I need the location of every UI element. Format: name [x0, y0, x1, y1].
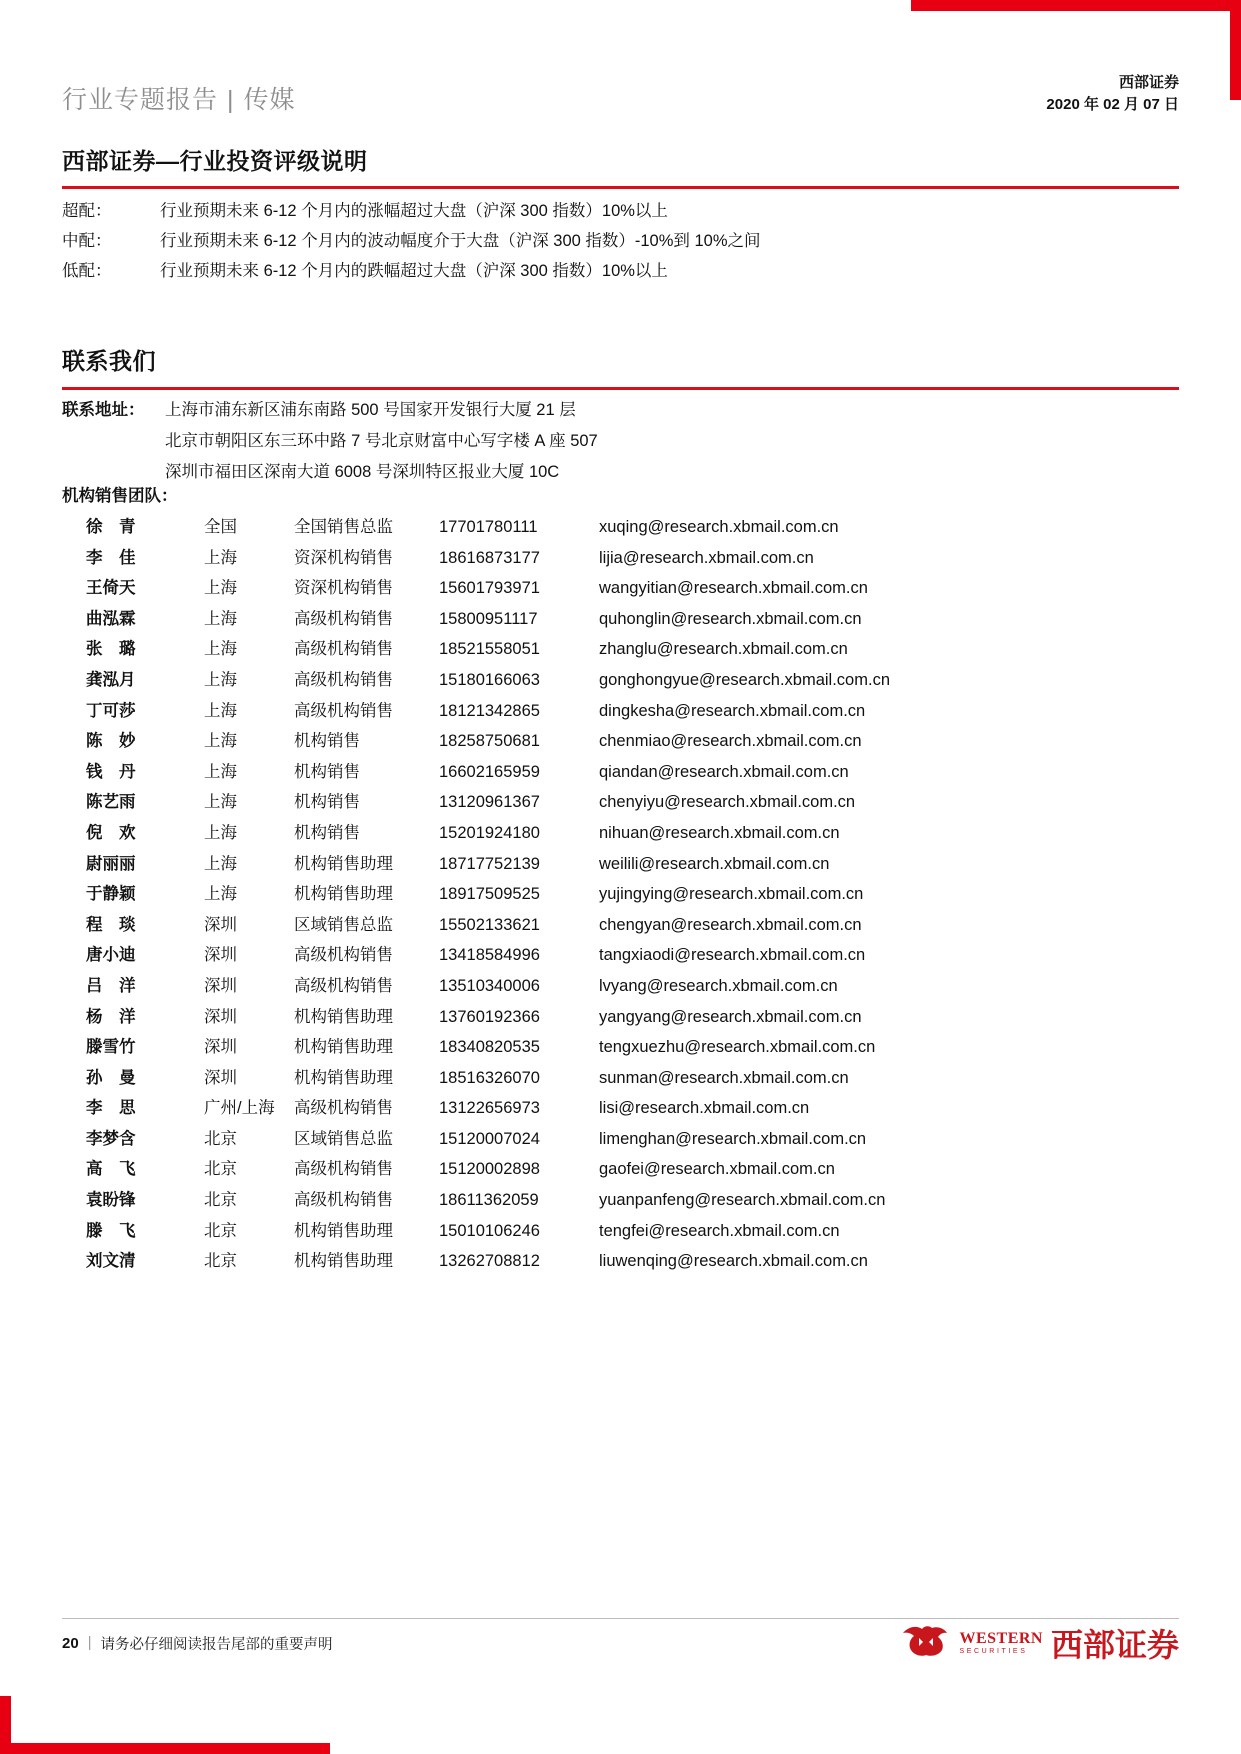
member-city: 深圳 — [204, 1007, 237, 1026]
member-role: 机构销售助理 — [294, 854, 393, 873]
table-row — [62, 543, 890, 574]
member-phone: 13418584996 — [439, 946, 540, 965]
member-name: 杨 洋 — [86, 1007, 136, 1026]
table-row — [62, 1154, 890, 1185]
header-meta — [1046, 72, 1179, 116]
table-row — [62, 910, 890, 941]
member-city: 上海 — [204, 609, 237, 628]
page-number: 20 — [62, 1634, 79, 1652]
table-row — [62, 665, 890, 696]
member-phone: 17701780111 — [439, 518, 538, 536]
footer-disclaimer: 请务必仔细阅读报告尾部的重要声明 — [100, 1636, 333, 1653]
member-name: 程 琰 — [86, 915, 136, 934]
member-phone: 18917509525 — [439, 885, 540, 904]
member-phone: 15010106246 — [439, 1221, 540, 1240]
table-row — [62, 1246, 890, 1277]
member-role: 高级机构销售 — [294, 670, 393, 689]
member-role: 高级机构销售 — [294, 701, 393, 720]
logo-en-line2: SECURITIES — [959, 1647, 1028, 1655]
member-email[interactable]: chengyan@research.xbmail.com.cn — [599, 915, 862, 934]
table-row — [62, 1002, 890, 1033]
member-name: 袁盼锋 — [86, 1191, 136, 1210]
member-email[interactable]: sunman@research.xbmail.com.cn — [599, 1068, 849, 1087]
member-role: 机构销售助理 — [294, 1221, 393, 1240]
member-phone: 13122656973 — [439, 1099, 540, 1118]
table-row — [62, 1032, 890, 1063]
rating-description: 行业预期未来 6-12 个月内的波动幅度介于大盘（沪深 300 指数）-10%到 10%之间 — [160, 232, 761, 250]
member-city: 上海 — [204, 548, 237, 567]
member-name: 李梦含 — [86, 1129, 136, 1148]
member-name: 龚泓月 — [86, 670, 136, 689]
table-row — [62, 1063, 890, 1094]
member-role: 区域销售总监 — [294, 1129, 393, 1148]
member-email[interactable]: xuqing@research.xbmail.com.cn — [599, 518, 839, 536]
table-row — [62, 634, 890, 665]
member-role: 资深机构销售 — [294, 548, 393, 567]
member-name: 唐小迪 — [86, 946, 136, 965]
member-email[interactable]: dingkesha@research.xbmail.com.cn — [599, 701, 866, 720]
member-city: 上海 — [204, 885, 237, 904]
member-phone: 18258750681 — [439, 732, 540, 751]
member-email[interactable]: wangyitian@research.xbmail.com.cn — [599, 579, 868, 598]
member-name: 刘文清 — [86, 1252, 136, 1271]
member-name: 徐 青 — [86, 518, 136, 536]
member-name: 丁可莎 — [86, 701, 136, 720]
member-email[interactable]: liuwenqing@research.xbmail.com.cn — [599, 1252, 868, 1271]
member-role: 高级机构销售 — [294, 1099, 393, 1118]
member-phone: 15120007024 — [439, 1129, 540, 1148]
member-role: 高级机构销售 — [294, 946, 393, 965]
address-label: 联系地址： — [62, 401, 145, 419]
member-phone: 18611362059 — [439, 1191, 539, 1210]
member-email[interactable]: weilili@research.xbmail.com.cn — [599, 854, 830, 873]
rating-list — [62, 196, 1179, 286]
contact-section-title: 联系我们 — [62, 348, 156, 374]
member-role: 高级机构销售 — [294, 1191, 393, 1210]
member-role: 区域销售总监 — [294, 915, 393, 934]
logo-chinese-text: 西部证券 — [1050, 1626, 1179, 1664]
member-phone: 18616873177 — [439, 548, 540, 567]
table-row — [62, 696, 890, 727]
member-name: 李 佳 — [86, 548, 136, 567]
table-row — [62, 787, 890, 818]
table-row — [62, 879, 890, 910]
member-phone: 18121342865 — [439, 701, 540, 720]
member-role: 高级机构销售 — [294, 1160, 393, 1179]
member-city: 北京 — [204, 1129, 237, 1148]
member-role: 机构销售助理 — [294, 1068, 393, 1087]
logo-en-line1: WESTERN — [959, 1629, 1043, 1647]
member-city: 上海 — [204, 793, 237, 812]
member-email[interactable]: limenghan@research.xbmail.com.cn — [599, 1129, 867, 1148]
member-phone: 15120002898 — [439, 1160, 540, 1179]
member-city: 深圳 — [204, 915, 237, 934]
member-email[interactable]: tengxuezhu@research.xbmail.com.cn — [599, 1038, 876, 1057]
member-role: 机构销售 — [294, 793, 360, 812]
address-row — [62, 395, 1179, 426]
member-role: 机构销售助理 — [294, 1007, 393, 1026]
member-name: 孙 曼 — [86, 1068, 136, 1087]
company-logo — [899, 1620, 1179, 1666]
table-row — [62, 1124, 890, 1155]
member-phone: 13120961367 — [439, 793, 540, 812]
member-role: 高级机构销售 — [294, 640, 393, 659]
member-email[interactable]: chenyiyu@research.xbmail.com.cn — [599, 793, 856, 812]
member-phone: 15180166063 — [439, 670, 540, 689]
member-email[interactable]: nihuan@research.xbmail.com.cn — [599, 823, 840, 842]
member-city: 北京 — [204, 1252, 237, 1271]
member-city: 深圳 — [204, 1038, 237, 1057]
sales-team-table — [62, 512, 890, 1277]
table-row — [62, 1185, 890, 1216]
member-phone: 13760192366 — [439, 1007, 540, 1026]
member-name: 王倚天 — [86, 579, 136, 598]
member-city: 北京 — [204, 1191, 237, 1210]
address-value: 深圳市福田区深南大道 6008 号深圳特区报业大厦 10C — [165, 463, 560, 481]
rating-description: 行业预期未来 6-12 个月内的跌幅超过大盘（沪深 300 指数）10%以上 — [160, 262, 668, 280]
rating-label: 低配： — [62, 262, 112, 280]
report-breadcrumb — [62, 80, 296, 116]
member-city: 北京 — [204, 1221, 237, 1240]
member-email[interactable]: yujingying@research.xbmail.com.cn — [599, 885, 864, 904]
table-row — [62, 757, 890, 788]
bull-icon — [899, 1624, 951, 1663]
table-row — [62, 940, 890, 971]
table-row — [62, 512, 890, 543]
table-row — [62, 1216, 890, 1247]
report-date: 2020 年 02 月 07 日 — [1046, 95, 1179, 113]
member-name: 于静颖 — [86, 885, 136, 904]
member-phone: 13510340006 — [439, 976, 540, 995]
logo-english-text — [959, 1631, 1043, 1655]
member-name: 吕 洋 — [86, 976, 136, 995]
table-row — [62, 604, 890, 635]
rating-label: 超配： — [62, 202, 112, 220]
member-phone: 16602165959 — [439, 762, 540, 781]
member-name: 滕雪竹 — [86, 1038, 136, 1057]
member-role: 资深机构销售 — [294, 579, 393, 598]
member-city: 上海 — [204, 579, 237, 598]
member-city: 上海 — [204, 732, 237, 751]
member-city: 上海 — [204, 701, 237, 720]
member-email[interactable]: lisi@research.xbmail.com.cn — [599, 1099, 810, 1118]
member-phone: 15800951117 — [439, 609, 538, 628]
member-role: 机构销售 — [294, 732, 360, 751]
page-footer — [62, 1620, 1179, 1666]
member-city: 北京 — [204, 1160, 237, 1179]
member-role: 机构销售 — [294, 823, 360, 842]
brand-name: 西部证券 — [1118, 74, 1179, 91]
member-name: 陈艺雨 — [86, 793, 136, 812]
member-city: 上海 — [204, 670, 237, 689]
member-email[interactable]: tangxiaodi@research.xbmail.com.cn — [599, 946, 866, 965]
member-name: 曲泓霖 — [86, 609, 136, 628]
member-role: 机构销售 — [294, 762, 360, 781]
member-email[interactable]: qiandan@research.xbmail.com.cn — [599, 762, 849, 781]
contact-section-rule — [62, 387, 1179, 390]
member-phone: 13262708812 — [439, 1252, 540, 1271]
member-role: 机构销售助理 — [294, 885, 393, 904]
member-email[interactable]: lijia@research.xbmail.com.cn — [599, 548, 814, 567]
table-row — [62, 726, 890, 757]
member-phone: 18521558051 — [439, 640, 540, 659]
table-row — [62, 573, 890, 604]
member-city: 上海 — [204, 854, 237, 873]
member-name: 张 璐 — [86, 640, 136, 659]
member-email[interactable]: yuanpanfeng@research.xbmail.com.cn — [599, 1191, 886, 1210]
member-name: 李 思 — [86, 1099, 136, 1118]
member-name: 滕 飞 — [86, 1221, 136, 1240]
address-value: 上海市浦东新区浦东南路 500 号国家开发银行大厦 21 层 — [165, 401, 576, 419]
member-email[interactable]: gonghongyue@research.xbmail.com.cn — [599, 670, 890, 689]
report-sector-label: 传媒 — [243, 85, 296, 114]
rating-description: 行业预期未来 6-12 个月内的涨幅超过大盘（沪深 300 指数）10%以上 — [160, 202, 668, 220]
address-row — [62, 426, 1179, 457]
breadcrumb-separator: | — [227, 85, 235, 114]
member-email[interactable]: yangyang@research.xbmail.com.cn — [599, 1007, 862, 1026]
member-phone: 15201924180 — [439, 823, 540, 842]
rating-section-title: 西部证券—行业投资评级说明 — [62, 148, 368, 174]
footer-divider — [62, 1618, 1179, 1619]
member-phone: 15601793971 — [439, 579, 540, 598]
rating-label: 中配： — [62, 232, 112, 250]
member-role: 高级机构销售 — [294, 976, 393, 995]
member-city: 广州/上海 — [204, 1099, 275, 1118]
address-value: 北京市朝阳区东三环中路 7 号北京财富中心写字楼 A 座 507 — [165, 432, 598, 450]
member-email[interactable]: gaofei@research.xbmail.com.cn — [599, 1160, 835, 1179]
address-row — [62, 457, 1179, 488]
table-row — [62, 818, 890, 849]
member-name: 钱 丹 — [86, 762, 136, 781]
member-city: 深圳 — [204, 946, 237, 965]
member-city: 深圳 — [204, 976, 237, 995]
bottom-left-corner-rule — [0, 1696, 330, 1754]
member-email[interactable]: chenmiao@research.xbmail.com.cn — [599, 732, 862, 751]
table-row — [62, 971, 890, 1002]
member-phone: 18340820535 — [439, 1038, 540, 1057]
rating-section-rule — [62, 186, 1179, 189]
team-heading: 机构销售团队： — [62, 487, 178, 505]
footer-left-group — [62, 1633, 332, 1654]
member-role: 机构销售助理 — [294, 1038, 393, 1057]
member-name: 倪 欢 — [86, 823, 136, 842]
member-city: 全国 — [204, 518, 237, 536]
table-row — [62, 1093, 890, 1124]
rating-row — [62, 256, 1179, 286]
member-name: 高 飞 — [86, 1160, 136, 1179]
page-header — [62, 72, 1179, 116]
address-block — [62, 395, 1179, 488]
rating-row — [62, 226, 1179, 256]
member-role: 机构销售助理 — [294, 1252, 393, 1271]
footer-separator: | — [87, 1635, 92, 1651]
member-phone: 18516326070 — [439, 1068, 540, 1087]
member-email[interactable]: quhonglin@research.xbmail.com.cn — [599, 609, 862, 628]
member-city: 上海 — [204, 640, 237, 659]
member-email[interactable]: lvyang@research.xbmail.com.cn — [599, 976, 838, 995]
member-phone: 15502133621 — [439, 915, 540, 934]
member-role: 高级机构销售 — [294, 609, 393, 628]
member-city: 深圳 — [204, 1068, 237, 1087]
member-role: 全国销售总监 — [294, 518, 393, 536]
member-email[interactable]: zhanglu@research.xbmail.com.cn — [599, 640, 848, 659]
member-name: 陈 妙 — [86, 732, 136, 751]
member-email[interactable]: tengfei@research.xbmail.com.cn — [599, 1221, 840, 1240]
member-city: 上海 — [204, 762, 237, 781]
member-name: 尉丽丽 — [86, 854, 136, 873]
rating-row — [62, 196, 1179, 226]
report-type-label: 行业专题报告 — [62, 85, 219, 114]
table-row — [62, 849, 890, 880]
sales-team-body — [62, 512, 890, 1277]
member-city: 上海 — [204, 823, 237, 842]
member-phone: 18717752139 — [439, 854, 540, 873]
